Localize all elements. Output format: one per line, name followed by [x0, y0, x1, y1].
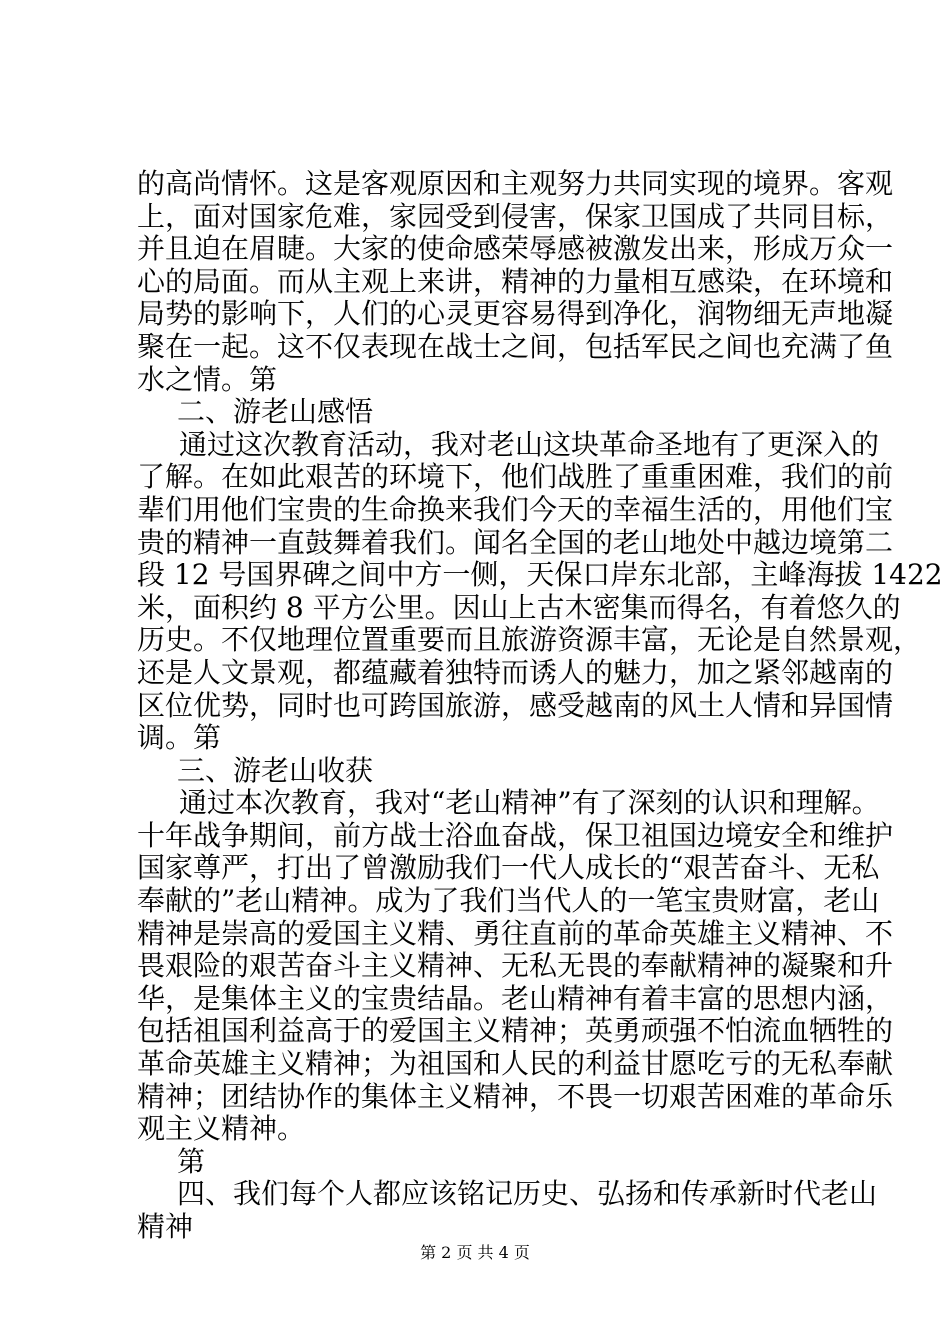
- text-line: 上，面对国家危难，家园受到侵害，保家卫国成了共同目标，: [137, 199, 894, 233]
- text-line: 米，面积约 8 平方公里。因山上古木密集而得名，有着悠久的: [137, 590, 901, 624]
- text-line: 国家尊严，打出了曾激励我们一代人成长的“艰苦奋斗、无私: [137, 851, 880, 885]
- text-line: 华，是集体主义的宝贵结晶。老山精神有着丰富的思想内涵，: [137, 981, 894, 1015]
- text-line: 历史。不仅地理位置重要而且旅游资源丰富，无论是自然景观，: [137, 623, 922, 657]
- text-line: 革命英雄主义精神；为祖国和人民的利益甘愿吃亏的无私奉献: [137, 1047, 894, 1081]
- text-line: 水之情。第: [137, 362, 278, 396]
- text-line: 畏艰险的艰苦奋斗主义精神、无私无畏的奉献精神的凝聚和升: [137, 949, 894, 983]
- text-line: 精神；团结协作的集体主义精神，不畏一切艰苦困难的革命乐: [137, 1079, 894, 1113]
- text-line: 局势的影响下，人们的心灵更容易得到净化，润物细无声地凝: [137, 297, 894, 331]
- text-line: 的高尚情怀。这是客观原因和主观努力共同实现的境界。客观: [137, 167, 894, 200]
- text-line: 心的局面。而从主观上来讲，精神的力量相互感染，在环境和: [137, 264, 894, 298]
- text-line: 奉献的”老山精神。成为了我们当代人的一笔宝贵财富，老山: [137, 884, 880, 918]
- text-line: 第: [177, 1144, 206, 1178]
- text-line: 了解。在如此艰苦的环境下，他们战胜了重重困难，我们的前: [137, 460, 894, 494]
- text-line: 十年战争期间，前方战士浴血奋战，保卫祖国边境安全和维护: [137, 818, 894, 852]
- text-line: 还是人文景观，都蕴藏着独特而诱人的魅力，加之紧邻越南的: [137, 655, 894, 689]
- page-footer: 第 2 页 共 4 页: [420, 1243, 530, 1262]
- text-line: 通过这次教育活动，我对老山这块革命圣地有了更深入的: [179, 427, 880, 461]
- text-line: 段 12 号国界碑之间中方一侧，天保口岸东北部，主峰海拔 1422: [137, 558, 943, 592]
- text-line: 贵的精神一直鼓舞着我们。闻名全国的老山地处中越边境第二: [137, 525, 894, 559]
- text-line: 四、我们每个人都应该铭记历史、弘扬和传承新时代老山: [177, 1177, 878, 1211]
- text-line: 聚在一起。这不仅表现在战士之间，包括军民之间也充满了鱼: [137, 329, 894, 363]
- text-line: 区位优势，同时也可跨国旅游，感受越南的风土人情和异国情: [137, 688, 894, 722]
- text-line: 并且迫在眉睫。大家的使命感荣辱感被激发出来，形成万众一: [137, 232, 894, 266]
- text-line: 精神: [137, 1210, 194, 1243]
- text-line: 三、游老山收获: [177, 753, 374, 787]
- text-line: 调。第: [137, 721, 222, 755]
- text-line: 精神是崇高的爱国主义精、勇往直前的革命英雄主义精神、不: [137, 916, 894, 950]
- document-body: [137, 167, 943, 1244]
- text-line: 观主义精神。: [137, 1112, 306, 1146]
- text-line: 包括祖国利益高于的爱国主义精神；英勇顽强不怕流血牺牲的: [137, 1014, 894, 1048]
- text-line: 辈们用他们宝贵的生命换来我们今天的幸福生活的，用他们宝: [137, 492, 894, 526]
- text-line: 二、游老山感悟: [177, 395, 374, 429]
- text-line: 通过本次教育，我对“老山精神”有了深刻的认识和理解。: [179, 786, 880, 820]
